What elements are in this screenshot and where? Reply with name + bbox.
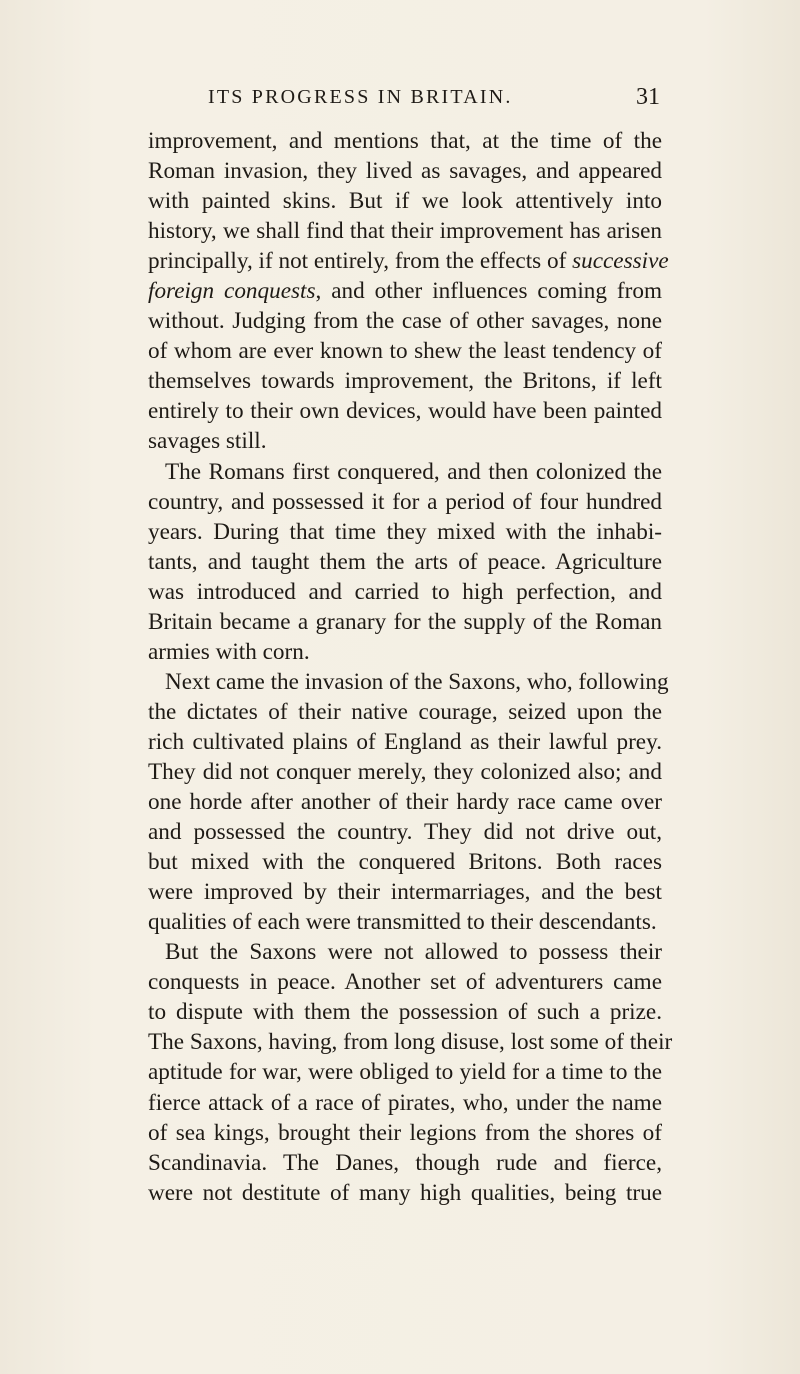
text-line: of sea kings, brought their legions from the shores of <box>148 1119 662 1146</box>
text-line: But the Saxons were not allowed to possess their <box>165 939 662 966</box>
text-line: but mixed with the conquered Britons. Both races <box>148 849 662 876</box>
page-header <box>148 86 660 114</box>
text-line: fierce attack of a race of pirates, who, under the name <box>148 1089 662 1116</box>
text-line: conquests in peace. Another set of adventurers came <box>148 969 662 996</box>
text-line: without. Judging from the case of other savages, none <box>148 308 662 335</box>
text-line: Britain became a granary for the supply of the Roman <box>148 608 662 635</box>
text-line: aptitude for war, were obliged to yield for a time to the <box>148 1059 662 1086</box>
text-line: of whom are ever known to shew the least tendency of <box>148 338 662 365</box>
text-line: savages still. <box>148 428 267 455</box>
text-line: Roman invasion, they lived as savages, and appeared <box>148 158 662 185</box>
text-line: rich cultivated plains of England as their lawful prey. <box>148 728 662 755</box>
text-line-with-italic <box>148 246 669 276</box>
text-line: The Romans first conquered, and then colonized the <box>165 458 662 485</box>
text-line: They did not conquer merely, they colonized also; and <box>148 758 662 785</box>
text-line: entirely to their own devices, would have been painted <box>148 398 662 425</box>
text-line: one horde after another of their hardy race came over <box>148 789 662 816</box>
running-head: ITS PROGRESS IN BRITAIN. <box>208 86 513 108</box>
italic-phrase: successive <box>572 248 669 275</box>
text-line: armies with corn. <box>148 638 310 665</box>
text-line-part: principally, if not entirely, from the effects of <box>148 248 573 275</box>
text-line: qualities of each were transmitted to their descendants. <box>148 909 657 936</box>
text-line: years. During that time they mixed with the inhabi- <box>148 518 662 545</box>
text-line: and possessed the country. They did not drive out, <box>148 819 662 846</box>
text-line: tants, and taught them the arts of peace. Agriculture <box>148 548 662 575</box>
text-line: were not destitute of many high qualities, being true <box>148 1179 662 1206</box>
text-line: Next came the invasion of the Saxons, who, following <box>165 668 669 695</box>
body-text <box>148 126 673 1208</box>
text-line: were improved by their intermarriages, and the best <box>148 879 662 906</box>
text-line: with painted skins. But if we look attentively into <box>148 188 662 215</box>
text-line: Scandinavia. The Danes, though rude and fierce, <box>148 1149 662 1176</box>
text-line: the dictates of their native courage, seized upon the <box>148 698 662 725</box>
text-line-part: , and other influences coming from <box>315 278 662 305</box>
text-line: The Saxons, having, from long disuse, lost some of their <box>148 1029 673 1056</box>
text-line: was introduced and carried to high perfection, and <box>148 578 662 605</box>
text-line: themselves towards improvement, the Britons, if left <box>148 368 662 395</box>
text-line-with-italic <box>148 276 662 306</box>
text-line: to dispute with them the possession of such a prize. <box>148 999 662 1026</box>
italic-phrase: foreign conquests <box>148 278 316 305</box>
page-number: 31 <box>636 84 660 110</box>
text-line: improvement, and mentions that, at the time of the <box>148 128 662 154</box>
text-line: country, and possessed it for a period of four hundred <box>148 488 662 515</box>
text-line: history, we shall find that their improvement has arisen <box>148 218 662 245</box>
